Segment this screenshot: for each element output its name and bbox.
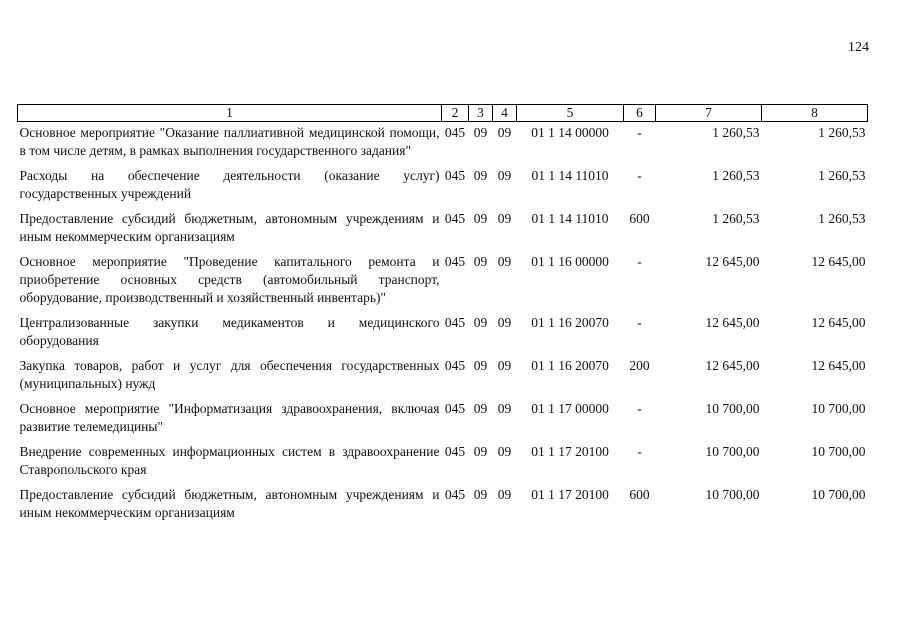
row-expense-type: - bbox=[637, 315, 642, 330]
row-section-code: 09 bbox=[473, 254, 488, 269]
row-amount-7: 12 645,00 bbox=[705, 358, 760, 373]
row-amount-8: 1 260,53 bbox=[818, 168, 866, 183]
row-amount-8: 12 645,00 bbox=[811, 358, 866, 373]
row-expense-type: - bbox=[637, 401, 642, 416]
row-description: Предоставление субсидий бюджетным, автономным учреждениям и иным некоммерческим организациям bbox=[19, 487, 440, 520]
row-ministry-code: 045 bbox=[444, 254, 466, 269]
table-row bbox=[18, 208, 868, 251]
row-description: Закупка товаров, работ и услуг для обеспечения государственных (муниципальных) нужд bbox=[19, 358, 440, 391]
row-target-code: 01 1 17 00000 bbox=[531, 401, 609, 416]
row-target-code: 01 1 14 11010 bbox=[531, 168, 609, 183]
row-target-code: 01 1 16 20070 bbox=[531, 358, 609, 373]
row-section-code: 09 bbox=[473, 444, 488, 459]
row-ministry-code: 045 bbox=[444, 487, 466, 502]
row-target-code: 01 1 17 20100 bbox=[531, 487, 609, 502]
row-amount-8: 12 645,00 bbox=[811, 315, 866, 330]
row-section-code: 09 bbox=[473, 211, 488, 226]
row-amount-7: 10 700,00 bbox=[705, 401, 760, 416]
row-ministry-code: 045 bbox=[444, 444, 466, 459]
table-row bbox=[18, 122, 868, 166]
row-expense-type: - bbox=[637, 125, 642, 140]
row-section-code: 09 bbox=[473, 125, 488, 140]
row-description: Внедрение современных информационных систем в здравоохранение Ставропольского края bbox=[19, 444, 440, 477]
table-row bbox=[18, 312, 868, 355]
row-section-code: 09 bbox=[473, 487, 488, 502]
row-subsection-code: 09 bbox=[497, 401, 512, 416]
column-header-2: 2 bbox=[442, 105, 469, 122]
row-expense-type: - bbox=[637, 444, 642, 459]
row-target-code: 01 1 14 11010 bbox=[531, 211, 609, 226]
row-amount-7: 12 645,00 bbox=[705, 315, 760, 330]
row-section-code: 09 bbox=[473, 315, 488, 330]
row-ministry-code: 045 bbox=[444, 401, 466, 416]
row-description: Основное мероприятие "Проведение капитального ремонта и приобретение основных средств (автомобильный транспорт, оборудование, производственный и хозяйственный инвентарь)" bbox=[19, 254, 440, 305]
row-expense-type: 600 bbox=[629, 487, 650, 502]
row-target-code: 01 1 17 20100 bbox=[531, 444, 609, 459]
row-expense-type: 600 bbox=[629, 211, 650, 226]
table-header-row bbox=[18, 105, 868, 122]
row-subsection-code: 09 bbox=[497, 358, 512, 373]
row-amount-8: 1 260,53 bbox=[818, 211, 866, 226]
row-ministry-code: 045 bbox=[444, 211, 466, 226]
table-row bbox=[18, 165, 868, 208]
row-section-code: 09 bbox=[473, 401, 488, 416]
table-row bbox=[18, 355, 868, 398]
row-amount-7: 1 260,53 bbox=[712, 125, 760, 140]
row-description: Расходы на обеспечение деятельности (оказание услуг) государственных учреждений bbox=[19, 168, 440, 201]
row-expense-type: - bbox=[637, 254, 642, 269]
row-amount-8: 10 700,00 bbox=[811, 401, 866, 416]
row-amount-7: 12 645,00 bbox=[705, 254, 760, 269]
row-subsection-code: 09 bbox=[497, 211, 512, 226]
column-header-7: 7 bbox=[656, 105, 762, 122]
table-row bbox=[18, 398, 868, 441]
row-amount-7: 10 700,00 bbox=[705, 487, 760, 502]
row-target-code: 01 1 16 00000 bbox=[531, 254, 609, 269]
row-subsection-code: 09 bbox=[497, 487, 512, 502]
row-description: Основное мероприятие "Оказание паллиативной медицинской помощи, в том числе детям, в рамках выполнения государственного задания" bbox=[19, 125, 440, 158]
row-subsection-code: 09 bbox=[497, 315, 512, 330]
row-description: Предоставление субсидий бюджетным, автономным учреждениям и иным некоммерческим организациям bbox=[19, 211, 440, 244]
row-subsection-code: 09 bbox=[497, 168, 512, 183]
row-ministry-code: 045 bbox=[444, 125, 466, 140]
row-section-code: 09 bbox=[473, 168, 488, 183]
row-amount-7: 1 260,53 bbox=[712, 211, 760, 226]
row-amount-8: 10 700,00 bbox=[811, 444, 866, 459]
row-target-code: 01 1 16 20070 bbox=[531, 315, 609, 330]
column-header-1: 1 bbox=[18, 105, 442, 122]
column-header-4: 4 bbox=[493, 105, 517, 122]
row-description: Централизованные закупки медикаментов и медицинского оборудования bbox=[19, 315, 440, 348]
column-header-5: 5 bbox=[517, 105, 624, 122]
row-ministry-code: 045 bbox=[444, 358, 466, 373]
row-ministry-code: 045 bbox=[444, 168, 466, 183]
table-row bbox=[18, 484, 868, 527]
row-amount-7: 10 700,00 bbox=[705, 444, 760, 459]
row-section-code: 09 bbox=[473, 358, 488, 373]
row-amount-8: 10 700,00 bbox=[811, 487, 866, 502]
row-amount-8: 12 645,00 bbox=[811, 254, 866, 269]
column-header-3: 3 bbox=[469, 105, 493, 122]
table-row bbox=[18, 441, 868, 484]
budget-table bbox=[17, 104, 868, 527]
row-subsection-code: 09 bbox=[497, 444, 512, 459]
row-expense-type: 200 bbox=[629, 358, 650, 373]
row-ministry-code: 045 bbox=[444, 315, 466, 330]
column-header-6: 6 bbox=[624, 105, 656, 122]
row-amount-8: 1 260,53 bbox=[818, 125, 866, 140]
column-header-8: 8 bbox=[762, 105, 868, 122]
table-row bbox=[18, 251, 868, 312]
page-number: 124 bbox=[848, 40, 869, 55]
row-target-code: 01 1 14 00000 bbox=[531, 125, 609, 140]
row-amount-7: 1 260,53 bbox=[712, 168, 760, 183]
row-expense-type: - bbox=[637, 168, 642, 183]
row-subsection-code: 09 bbox=[497, 125, 512, 140]
row-subsection-code: 09 bbox=[497, 254, 512, 269]
row-description: Основное мероприятие "Информатизация здравоохранения, включая развитие телемедицины" bbox=[19, 401, 440, 434]
